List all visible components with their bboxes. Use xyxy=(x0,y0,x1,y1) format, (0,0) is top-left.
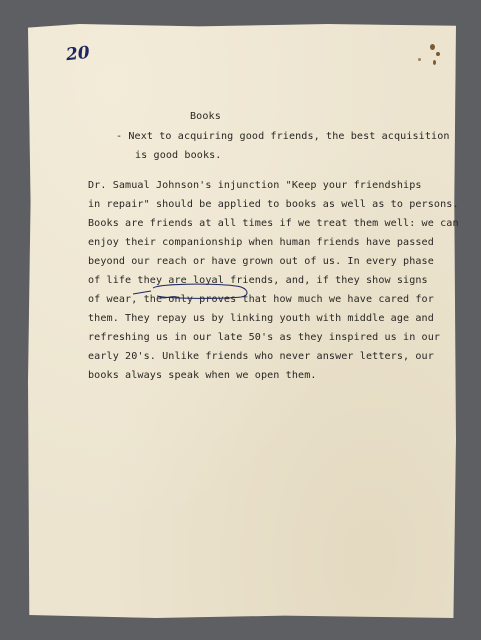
body-line: of life they are loyal friends, and, if they show signs xyxy=(88,275,428,286)
body-line: enjoy their companionship when human friends have passed xyxy=(88,237,434,248)
stain-mark xyxy=(430,44,435,50)
stain-mark xyxy=(433,60,436,65)
body-line: books always speak when we open them. xyxy=(88,370,317,381)
document-title: Books xyxy=(190,111,221,122)
intro-line: is good books. xyxy=(135,150,222,161)
body-line: Dr. Samual Johnson's injunction "Keep your friendships xyxy=(88,180,422,191)
stain-mark xyxy=(436,52,440,56)
body-line: of wear, the only proves that how much we have cared for xyxy=(88,294,434,305)
body-line: refreshing us in our late 50's as they inspired us in our xyxy=(88,332,441,343)
body-line: them. They repay us by linking youth with middle age and xyxy=(88,313,434,324)
body-line: in repair" should be applied to books as well as to persons. xyxy=(88,199,459,210)
body-line: Books are friends at all times if we treat them well: we can xyxy=(88,218,459,229)
body-line: beyond our reach or have grown out of us. In every phase xyxy=(88,256,434,267)
intro-line: - Next to acquiring good friends, the best acquisition xyxy=(116,131,450,142)
stain-mark xyxy=(418,58,421,61)
body-line: early 20's. Unlike friends who never answer letters, our xyxy=(88,351,434,362)
handwritten-page-number: 20 xyxy=(65,42,91,66)
handwritten-correction-mark xyxy=(131,283,255,299)
